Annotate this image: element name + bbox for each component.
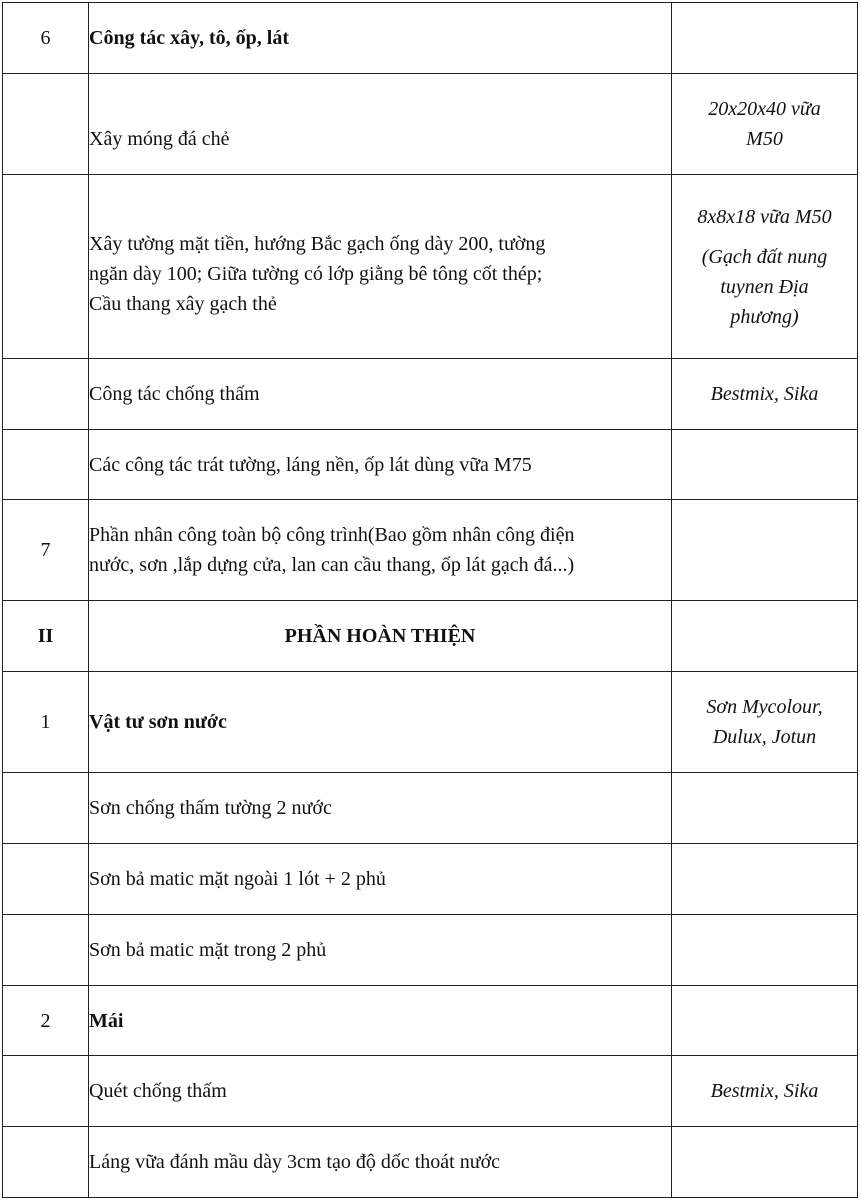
note-line: tuynen Địa (720, 275, 809, 298)
table-row (3, 74, 858, 175)
table-row (3, 986, 858, 1056)
section-title: PHẦN HOÀN THIỆN (89, 601, 672, 672)
row-content: Sơn bả matic mặt trong 2 phủ (89, 915, 672, 986)
note-line: Sơn Mycolour, (706, 696, 823, 718)
row-content: Vật tư sơn nước (89, 672, 672, 773)
row-number: 7 (3, 500, 89, 601)
table-row (3, 915, 858, 986)
materials-table (2, 2, 858, 1198)
row-note (672, 986, 858, 1056)
table-row (3, 773, 858, 844)
row-note (672, 844, 858, 915)
row-note: Bestmix, Sika (672, 359, 858, 430)
row-number (3, 74, 89, 175)
row-content: Các công tác trát tường, láng nền, ốp lát dùng vữa M75 (89, 430, 672, 500)
table-row (3, 3, 858, 74)
table-row (3, 175, 858, 359)
row-note (672, 773, 858, 844)
table-row (3, 500, 858, 601)
row-content: Mái (89, 986, 672, 1056)
row-number (3, 1056, 89, 1127)
note-line: M50 (746, 128, 783, 150)
note-line: phương) (730, 305, 799, 328)
row-number: 1 (3, 672, 89, 773)
table-row (3, 1127, 858, 1198)
row-note (672, 175, 858, 359)
note-line: 20x20x40 vữa (708, 98, 821, 120)
row-content: Láng vữa đánh mầu dày 3cm tạo độ dốc thoát nước (89, 1127, 672, 1198)
table-row (3, 844, 858, 915)
row-note (672, 601, 858, 672)
content-line: Phần nhân công toàn bộ công trình(Bao gồm nhân công điện (89, 524, 575, 546)
note-line: 8x8x18 vữa M50 (697, 205, 832, 228)
row-content: Sơn chống thấm tường 2 nước (89, 773, 672, 844)
table-row (3, 430, 858, 500)
row-content: Quét chống thấm (89, 1056, 672, 1127)
row-number: 6 (3, 3, 89, 74)
row-note (672, 430, 858, 500)
row-number (3, 175, 89, 359)
row-content: Sơn bả matic mặt ngoài 1 lót + 2 phủ (89, 844, 672, 915)
row-number (3, 773, 89, 844)
row-number (3, 915, 89, 986)
row-note (672, 74, 858, 175)
table-row (3, 601, 858, 672)
content-line: Cầu thang xây gạch thẻ (89, 292, 277, 315)
row-note (672, 672, 858, 773)
row-note (672, 3, 858, 74)
row-note (672, 915, 858, 986)
table-row (3, 359, 858, 430)
content-line: nước, sơn ,lắp dựng cửa, lan can cầu thang, ốp lát gạch đá...) (89, 554, 575, 576)
row-number: II (3, 601, 89, 672)
row-content: Xây móng đá chẻ (89, 74, 672, 175)
row-number (3, 844, 89, 915)
row-content (89, 500, 672, 601)
row-content: Công tác chống thấm (89, 359, 672, 430)
row-number (3, 1127, 89, 1198)
row-content: Công tác xây, tô, ốp, lát (89, 3, 672, 74)
content-line: ngăn dày 100; Giữa tường có lớp giằng bê tông cốt thép; (89, 262, 543, 285)
row-note (672, 1127, 858, 1198)
note-line: Dulux, Jotun (712, 726, 817, 748)
row-number: 2 (3, 986, 89, 1056)
row-note (672, 500, 858, 601)
row-content (89, 175, 672, 359)
table-row (3, 1056, 858, 1127)
note-line: (Gạch đất nung (701, 245, 828, 268)
row-number (3, 359, 89, 430)
content-line: Xây tường mặt tiền, hướng Bắc gạch ống dày 200, tường (89, 232, 546, 255)
row-number (3, 430, 89, 500)
table-row (3, 672, 858, 773)
row-note: Bestmix, Sika (672, 1056, 858, 1127)
